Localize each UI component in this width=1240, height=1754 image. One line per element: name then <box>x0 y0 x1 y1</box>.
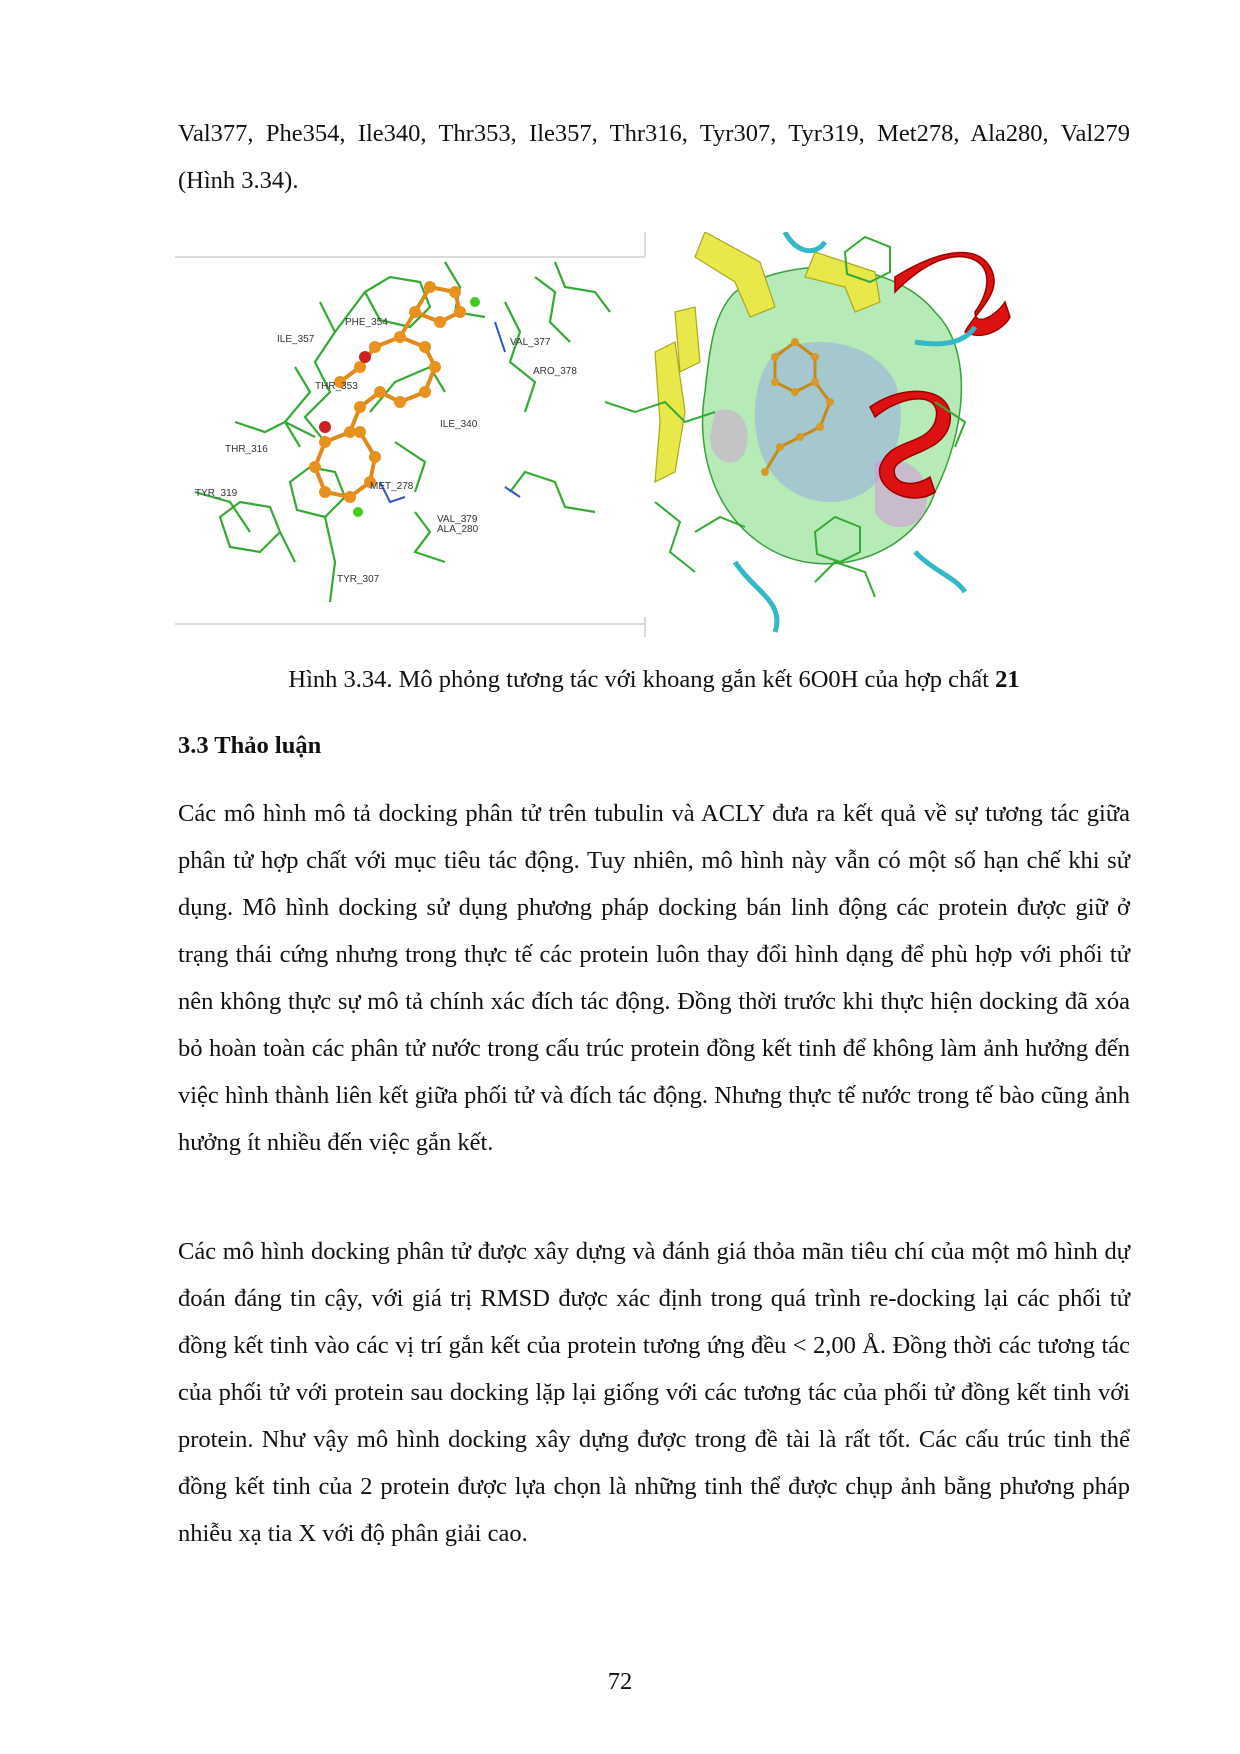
label-thr353: THR_353 <box>315 381 358 392</box>
caption-compound: 21 <box>995 666 1020 693</box>
residue-labels <box>195 317 577 585</box>
intro-text: Val377, Phe354, Ile340, Thr353, Ile357, Thr316, Tyr307, Tyr319, Met278, Ala280, Val279 (Hình 3.34). <box>178 120 1130 194</box>
label-thr316: THR_316 <box>225 444 268 455</box>
page-number: 72 <box>607 1668 633 1695</box>
label-val377: VAL_377 <box>510 337 551 348</box>
figure-docking <box>175 232 1135 637</box>
label-ala280: ALA_280 <box>437 524 479 535</box>
figure-caption <box>178 666 1130 694</box>
docking-illustration <box>175 232 1135 637</box>
label-phe354: PHE_354 <box>345 317 388 328</box>
label-ile340: ILE_340 <box>440 419 478 430</box>
label-met278: MET_278 <box>370 481 414 492</box>
section-heading: 3.3 Thảo luận <box>178 732 322 759</box>
label-tyr319: TYR_319 <box>195 488 238 499</box>
label-tyr307: TYR_307 <box>337 574 380 585</box>
paragraph: Các mô hình docking phân tử được xây dựng và đánh giá thỏa mãn tiêu chí của một mô hình dự đoán đáng tin cậy, với giá trị RMSD được xác định trong quá trình re-docking lại các phối tử đồng kết tinh vào các vị trí gắn kết của protein tương ứng đều < 2,00 Å. Đồng thời các tương tác của phối tử với protein sau docking lặp lại giống với các tương tác của phối tử đồng kết tinh với protein. Như vậy mô hình docking xây dựng được trong đề tài là rất tốt. Các cấu trúc tinh thể đồng kết tinh của 2 protein được lựa chọn là những tinh thể được chụp ảnh bằng phương pháp nhiễu xạ tia X với độ phân giải cao. <box>178 1238 1130 1547</box>
caption-text: Hình 3.34. Mô phỏng tương tác với khoang gắn kết 6O0H của hợp chất <box>288 666 996 693</box>
label-val379: VAL_379 <box>437 514 478 525</box>
label-ile357: ILE_357 <box>277 334 315 345</box>
paragraph: Các mô hình mô tả docking phân tử trên tubulin và ACLY đưa ra kết quả về sự tương tác giữa phân tử hợp chất với mục tiêu tác động. Tuy nhiên, mô hình này vẫn có một số hạn chế khi sử dụng. Mô hình docking sử dụng phương pháp docking bán linh động các protein được giữ ở trạng thái cứng nhưng trong thực tế các protein luôn thay đổi hình dạng để phù hợp với phối tử nên không thực sự mô tả chính xác đích tác động. Đồng thời trước khi thực hiện docking đã xóa bỏ hoàn toàn các phân tử nước trong cấu trúc protein đồng kết tinh để không làm ảnh hưởng đến việc hình thành liên kết giữa phối tử và đích tác động. Nhưng thực tế nước trong tế bào cũng ảnh hưởng ít nhiều đến việc gắn kết. <box>178 800 1130 1156</box>
residue-sticks <box>195 262 610 602</box>
label-aro378: ARO_378 <box>533 366 577 377</box>
